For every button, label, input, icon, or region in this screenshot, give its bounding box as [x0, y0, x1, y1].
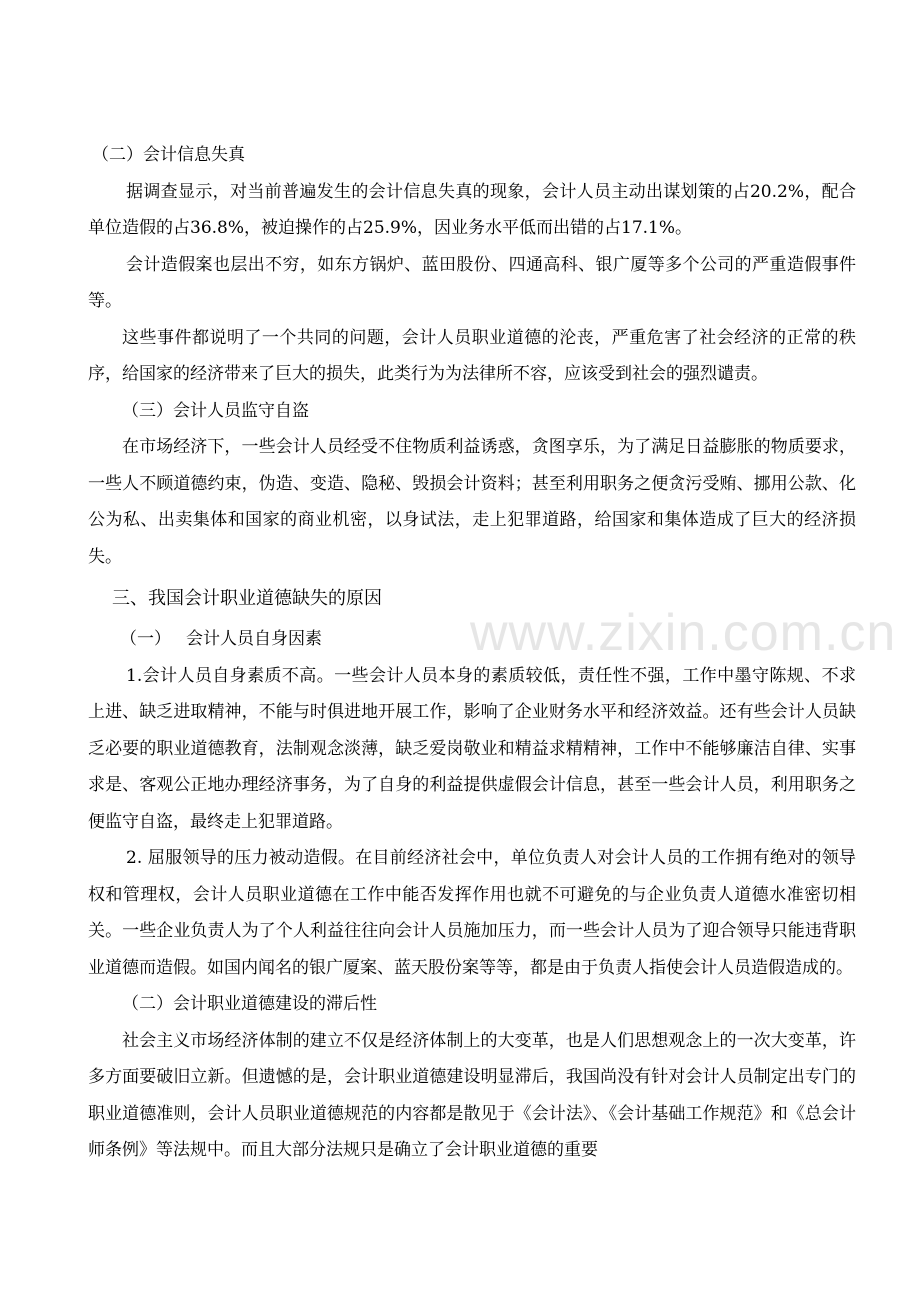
subheading-self-factors: [88, 621, 856, 658]
paragraph-fraud-cases: 会计造假案也层出不穷，如东方锅炉、蓝田股份、四通高科、银广厦等多个公司的严重造假事件等。: [88, 254, 856, 311]
subheading-number: （一）: [120, 629, 171, 649]
document-body: [88, 137, 856, 1169]
section-heading-causes: 三、我国会计职业道德缺失的原因: [112, 588, 382, 609]
subheading-self-theft: （三）会计人员监守自盗: [122, 400, 309, 421]
paragraph-low-quality: 1.会计人员自身素质不高。一些会计人员本身的素质较低，责任性不强，工作中墨守陈规、不求上进、缺乏进取精神，不能与时俱进地开展工作，影响了企业财务水平和经济效益。还有些会计人员缺乏必要的职业道德教育，法制观念淡薄，缺乏爱岗敬业和精益求精精神，工作中不能够廉洁自律、实事求是、客观公正地办理经济事务，为了自身的利益提供虚假会计信息，甚至一些会计人员，利用职务之便监守自盗，最终走上犯罪道路。: [88, 665, 856, 832]
subheading-title: 会计人员自身因素: [186, 629, 322, 649]
paragraph-market-economy: 在市场经济下，一些会计人员经受不住物质利益诱惑，贪图享乐，为了满足日益膨胀的物质要求，一些人不顾道德约束，伪造、变造、隐秘、毁损会计资料；甚至利用职务之便贪污受贿、挪用公款、化公为私、出卖集体和国家的商业机密，以身试法，走上犯罪道路，给国家和集体造成了巨大的经济损失。: [88, 437, 856, 567]
subheading-ethics-lag: （二）会计职业道德建设的滞后性: [122, 994, 377, 1014]
paragraph-leader-pressure: 2. 屈服领导的压力被动造假。在目前经济社会中，单位负责人对会计人员的工作拥有绝对的领导权和管理权，会计人员职业道德在工作中能否发挥作用也就不可避免的与企业负责人道德水准密切相关。一些企业负责人为了个人利益往往向会计人员施加压力，而一些会计人员为了迎合领导只能违背职业道德而造假。如国内闻名的银广厦案、蓝天股份案等等，都是由于负责人指使会计人员造假造成的。: [88, 848, 856, 978]
subheading-info-distortion: （二）会计信息失真: [92, 145, 245, 165]
paragraph-socialist-market: 社会主义市场经济体制的建立不仅是经济体制上的大变革，也是人们思想观念上的一次大变革，许多方面要破旧立新。但遗憾的是，会计职业道德建设明显滞后，我国尚没有针对会计人员制定出专门的职业道德准则，会计人员职业道德规范的内容都是散见于《会计法》、《会计基础工作规范》和《总会计师条例》等法规中。而且大部分法规只是确立了会计职业道德的重要: [88, 1030, 856, 1160]
paragraph-survey: 据调查显示，对当前普遍发生的会计信息失真的现象，会计人员主动出谋划策的占20.2%，配合单位造假的占36.8%，被迫操作的占25.9%，因业务水平低而出错的占17.1%。: [88, 181, 856, 238]
paragraph-events: 这些事件都说明了一个共同的问题，会计人员职业道德的沦丧，严重危害了社会经济的正常的秩序，给国家的经济带来了巨大的损失，此类行为为法律所不容，应该受到社会的强烈谴责。: [88, 327, 856, 384]
watermark: www.zixin.com.cn: [470, 604, 897, 662]
